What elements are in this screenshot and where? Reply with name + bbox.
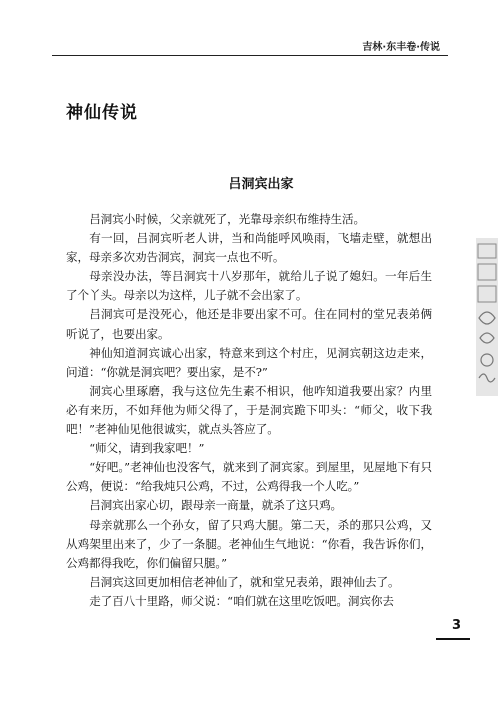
paragraph: 吕洞宾这回更加相信老神仙了，就和堂兄表弟，跟神仙去了。 (89, 574, 400, 589)
header-rule (52, 55, 448, 56)
page-number-rule (436, 638, 470, 640)
story-title-text: 吕洞宾出家 (228, 177, 294, 192)
paragraph: 母亲就那么一个孙女，留了只鸡大腿。第二天，杀的那只公鸡，又从鸡架里出来了，少了一条腿。老神仙生气地说：“你看，我告诉你们，公鸡都得我吃，你们偏留只腿。” (66, 517, 432, 570)
section-title: 神仙传说 (66, 103, 138, 123)
paragraph: 神仙知道洞宾诚心出家，特意来到这个村庄，见洞宾朝这边走来，问道：“你就是洞宾吧？要出家，是不?” (66, 345, 432, 379)
paragraph: “好吧。”老神仙也没客气，就来到了洞宾家。到屋里，见屋地下有只公鸡，便说：“给我炖只公鸡，不过，公鸡得我一个人吃。” (66, 460, 432, 494)
paragraph: 母亲没办法，等吕洞宾十八岁那年，就给儿子说了媳妇。一年后生了个丫头。母亲以为这样，儿子就不会出家了。 (66, 269, 432, 303)
story-title (0, 173, 498, 192)
paragraph: 有一回，吕洞宾听老人讲，当和尚能呼风唤雨，飞墙走壁，就想出家，母亲多次劝告洞宾，洞宾一点也不听。 (66, 231, 432, 265)
paragraph: “师父，请到我家吧！” (89, 441, 205, 456)
paragraph: 吕洞宾出家心切，跟母亲一商量，就杀了这只鸡。 (89, 498, 343, 513)
paragraph: 吕洞宾小时候，父亲就死了，光靠母亲织布维持生活。 (89, 212, 366, 226)
paragraph: 吕洞宾可是没死心，他还是非要出家不可。住在同村的堂兄表弟俩听说了，也要出家。 (66, 307, 432, 341)
paragraph: 走了百八十里路，师父说：“咱们就在这里吃饭吧。洞宾你去 (89, 593, 394, 608)
body-text (66, 210, 432, 611)
side-ornament-strip (476, 238, 498, 396)
paragraph: 洞宾心里琢磨，我与这位先生素不相识，他咋知道我要出家？内里必有来历，不如拜他为师父得了，于是洞宾跪下叩头：“师父，收下我吧！”老神仙见他很诚实，就点头答应了。 (66, 383, 432, 437)
page-number: 3 (452, 618, 462, 633)
running-head: 吉林·东丰卷·传说 (362, 42, 440, 53)
